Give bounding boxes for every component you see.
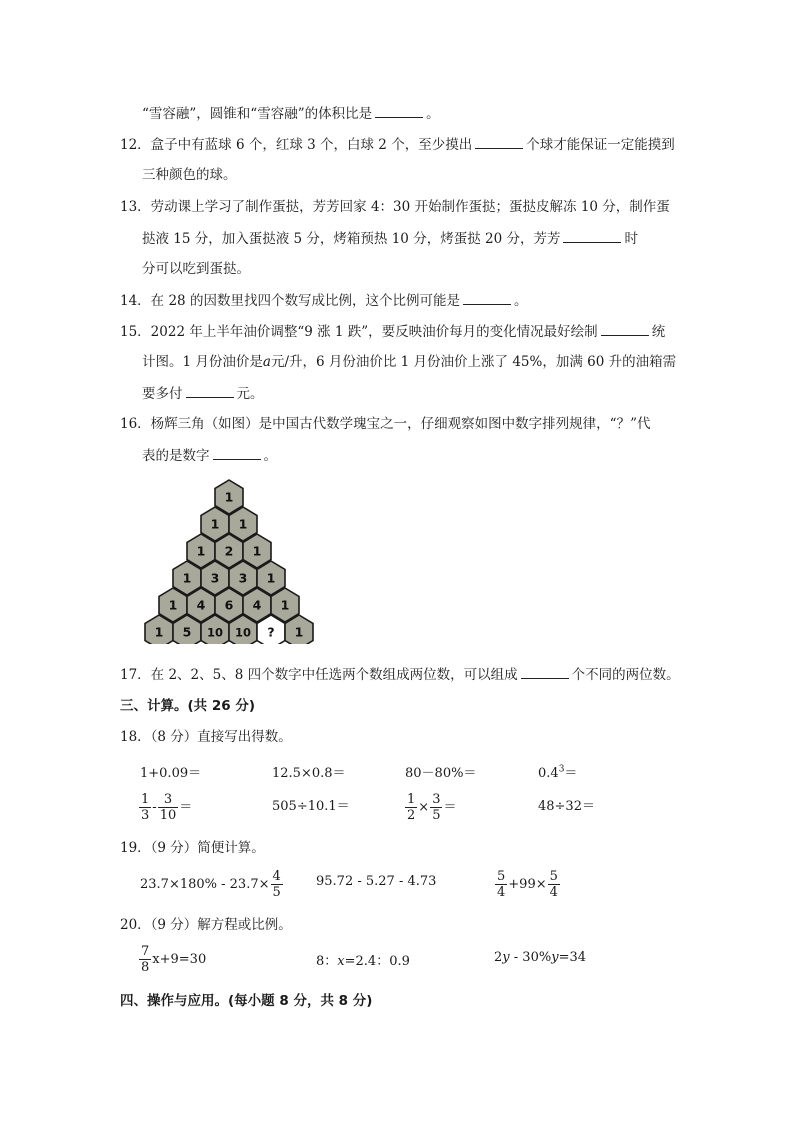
denominator: 4 <box>549 885 558 900</box>
q13-text-end: 时 <box>624 231 638 247</box>
hexagon-number: 6 <box>224 597 234 613</box>
q18-expr-1: 1+0.09＝ <box>140 766 202 781</box>
q19-expr-1-text: 23.7×180% - 23.7× <box>140 877 270 892</box>
q20-title: 20．（9 分）解方程或比例。 <box>120 917 292 933</box>
q11-text: “雪容融”，圆锥和“雪容融”的体积比是 <box>142 106 373 122</box>
q18-expr-2: 12.5×0.8＝ <box>272 766 346 781</box>
q19-expr-3 <box>494 869 561 900</box>
q18-expr-4-equals: ＝ <box>564 766 578 781</box>
q15-text-2b: 元/升，6 月份油价比 1 月份油价上涨了 45%，加满 60 升的油箱需 <box>270 354 677 370</box>
hexagon-number: 4 <box>196 597 206 613</box>
q18-expr-4 <box>538 762 577 781</box>
q12-text-end: 个球才能保证一定能摸到 <box>526 137 675 153</box>
q13-text: 挞液 15 分，加入蛋挞液 5 分，烤箱预热 10 分，烤蛋挞 20 分，芳芳 <box>142 231 561 247</box>
q13-line3: 分可以吃到蛋挞。 <box>142 261 250 277</box>
q18-expr-5 <box>138 792 192 823</box>
q17-text: 17．在 2、2、5、8 四个数字中任选两个数组成两位数，可以组成 <box>120 667 518 683</box>
fraction <box>158 792 179 823</box>
q15-line1 <box>120 321 665 342</box>
fraction <box>495 869 507 900</box>
denominator: 5 <box>432 808 441 823</box>
q15-answer-blank-2[interactable] <box>186 383 234 398</box>
q11-answer-blank[interactable] <box>375 103 423 118</box>
q19-expr-1 <box>140 869 284 900</box>
q17-answer-blank[interactable] <box>521 664 569 679</box>
hexagon-number: 1 <box>168 597 178 613</box>
section-3-title: 三、计算。(共 26 分) <box>120 698 256 714</box>
hexagon-number: 1 <box>154 624 164 640</box>
fraction <box>430 792 442 823</box>
q20-expr-2 <box>316 950 410 969</box>
q18-expr-4-base: 0.4 <box>538 766 559 781</box>
numerator: 1 <box>141 792 150 807</box>
hexagon-number: 1 <box>182 570 192 586</box>
hexagon-number: 1 <box>294 624 304 640</box>
fraction <box>139 792 151 823</box>
q12-answer-blank[interactable] <box>475 134 523 149</box>
q20-expr-1 <box>138 944 206 975</box>
q16-line1: 16．杨辉三角（如图）是中国古代数学瑰宝之一，仔细观察如图中数字排列规律，“？”代 <box>120 416 651 432</box>
hexagon-number: 3 <box>238 570 248 586</box>
denominator: 3 <box>141 808 150 823</box>
hexagon-number: 10 <box>206 625 224 640</box>
q15-text-end: 统 <box>651 324 666 340</box>
section-4-title: 四、操作与应用。(每小题 8 分，共 8 分) <box>120 993 373 1009</box>
q16-line2 <box>142 445 277 466</box>
numerator: 4 <box>272 869 281 884</box>
q15-line3 <box>142 383 264 404</box>
hexagon-number: 1 <box>210 516 220 532</box>
hexagon-number: 4 <box>252 597 262 613</box>
q15-variable-a: a <box>262 354 271 370</box>
q18-title: 18．（8 分）直接写出得数。 <box>120 729 292 745</box>
q15-text-2a: 计图。1 月份油价是 <box>142 354 263 370</box>
denominator: 10 <box>159 808 177 823</box>
equals-sign: ＝ <box>443 800 457 815</box>
numerator: 3 <box>432 792 441 807</box>
q20-expr-3-a: 2 <box>494 950 503 965</box>
denominator: 8 <box>141 960 150 975</box>
q19-title: 19．（9 分）简便计算。 <box>120 840 265 856</box>
denominator: 4 <box>497 885 506 900</box>
q18-expr-4-exponent: 3 <box>558 764 565 775</box>
numerator: 5 <box>549 869 558 884</box>
q20-expr-1-tail: x+9=30 <box>152 952 207 967</box>
fraction <box>139 944 151 975</box>
q20-expr-3-c: =34 <box>558 950 586 965</box>
numerator: 5 <box>497 869 506 884</box>
q14-answer-blank[interactable] <box>463 290 511 305</box>
q18-expr-7 <box>404 792 456 823</box>
equals-sign: ＝ <box>179 800 193 815</box>
q17-line <box>120 664 680 685</box>
q15-text: 15．2022 年上半年油价调整“9 涨 1 跌”，要反映油价每月的变化情况最好绘制 <box>120 324 598 340</box>
variable-x: x <box>337 954 345 969</box>
q11-continuation <box>142 103 440 124</box>
q17-text-end: 个不同的两位数。 <box>571 667 680 683</box>
hexagon-number: 1 <box>224 489 234 505</box>
hexagon-number: 3 <box>210 570 220 586</box>
q18-expr-3: 80－80%＝ <box>405 766 477 781</box>
q13-line2 <box>142 228 638 249</box>
operator: - <box>152 800 157 815</box>
q20-expr-3 <box>494 950 586 965</box>
q16-text: 表的是数字 <box>142 448 210 464</box>
hexagon-number: ? <box>267 624 275 640</box>
fraction <box>271 869 283 900</box>
q12-line1 <box>120 134 675 155</box>
denominator: 5 <box>272 885 281 900</box>
q18-expr-8: 48÷32＝ <box>538 799 595 814</box>
q20-expr-2-b: =2.4：0.9 <box>344 954 410 969</box>
numerator: 7 <box>141 944 150 959</box>
q15-line2 <box>142 352 676 372</box>
hexagon-number: 1 <box>238 516 248 532</box>
yang-hui-triangle-figure <box>136 478 322 644</box>
hexagon-number: 1 <box>252 543 262 559</box>
numerator: 3 <box>158 792 179 808</box>
variable-y: y <box>502 950 510 965</box>
q16-answer-blank[interactable] <box>213 445 261 460</box>
q12-line2: 三种颜色的球。 <box>142 167 237 183</box>
q12-text: 12．盒子中有蓝球 6 个，红球 3 个，白球 2 个，至少摸出 <box>120 137 473 153</box>
variable-y: y <box>551 950 559 965</box>
numerator: 1 <box>407 792 416 807</box>
hexagon-number: 2 <box>224 543 234 559</box>
q15-text-3b: 元。 <box>236 386 264 402</box>
q13-answer-blank[interactable] <box>563 228 621 243</box>
q16-text-end: 。 <box>263 448 277 464</box>
q14-text-end: 。 <box>513 293 528 309</box>
hexagon-number: 1 <box>266 570 276 586</box>
hexagon-number: 1 <box>280 597 290 613</box>
hexagon-number: 1 <box>196 543 206 559</box>
denominator: 2 <box>407 808 416 823</box>
q19-expr-2: 95.72 - 5.27 - 4.73 <box>316 874 437 889</box>
operator: × <box>418 800 430 815</box>
fraction <box>548 869 560 900</box>
q20-expr-3-b: - 30% <box>509 950 552 965</box>
q14-text: 14．在 28 的因数里找四个数写成比例，这个比例可能是 <box>120 293 460 309</box>
fraction <box>405 792 417 823</box>
q15-text-3a: 要多付 <box>142 386 183 402</box>
q13-line1: 13．劳动课上学习了制作蛋挞，芳芳回家 4：30 开始制作蛋挞；蛋挞皮解冻 10 分，制作蛋 <box>120 199 670 215</box>
q19-expr-3-middle: +99× <box>508 877 547 892</box>
q20-expr-2-a: 8： <box>316 954 338 969</box>
q15-answer-blank-1[interactable] <box>601 321 649 336</box>
hexagon-number: 5 <box>182 624 192 640</box>
hexagon-number: 10 <box>234 625 252 640</box>
q11-text-end: 。 <box>426 106 440 122</box>
q18-expr-6: 505÷10.1＝ <box>272 799 350 814</box>
q14-line <box>120 290 527 311</box>
